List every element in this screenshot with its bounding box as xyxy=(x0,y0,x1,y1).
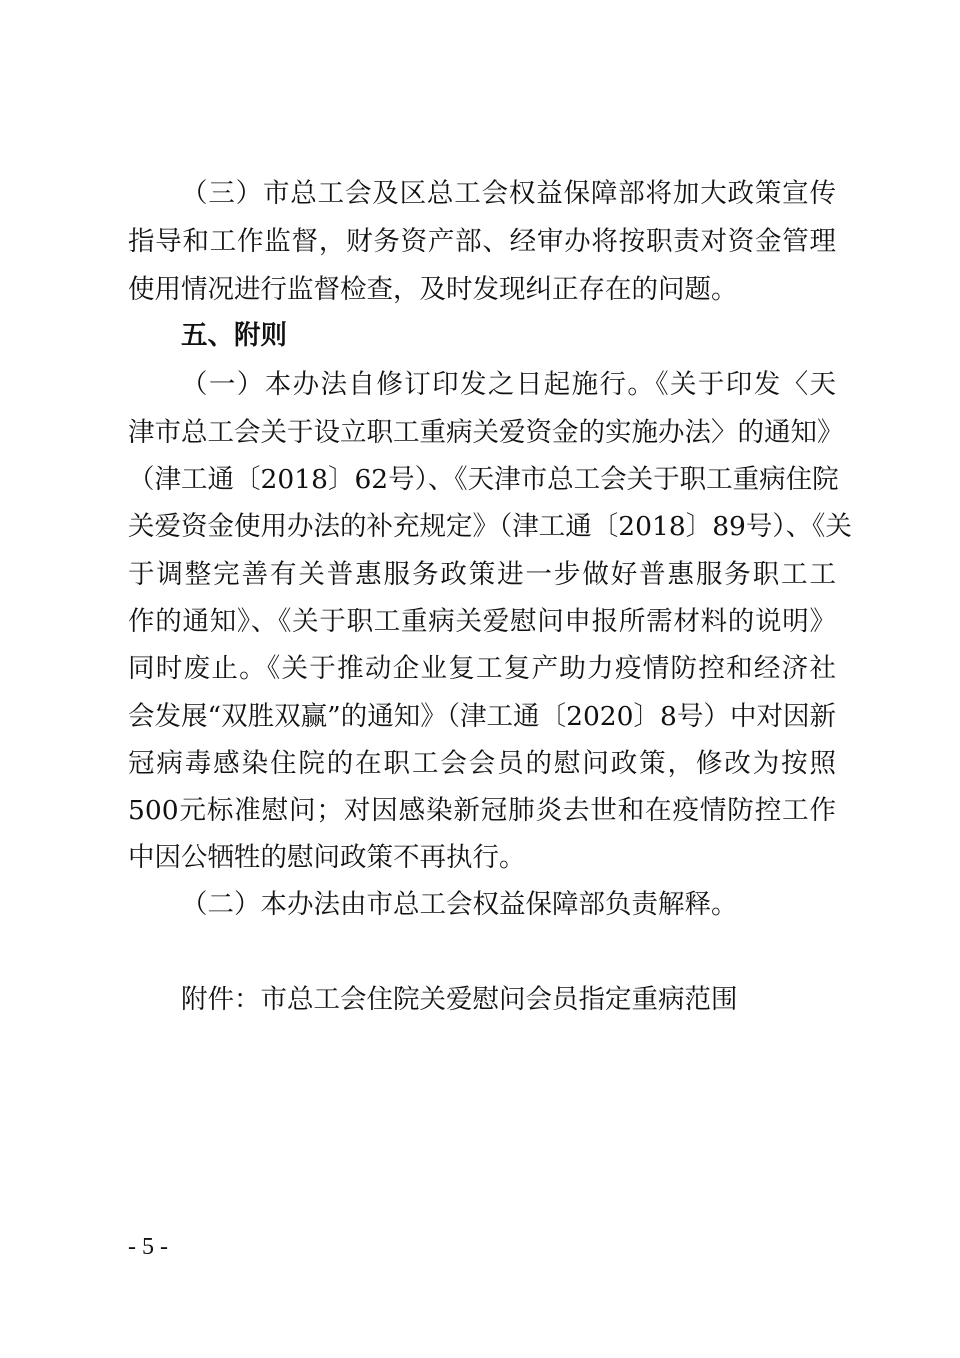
paragraph-line: （津工通〔2018〕62号）、《天津市总工会关于职工重病住院 xyxy=(128,464,839,495)
paragraph-line: 关爱资金使用办法的补充规定》（津工通〔2018〕89号）、《关 xyxy=(128,511,852,542)
paragraph-line: （二）本办法由市总工会权益保障部负责解释。 xyxy=(181,889,738,920)
paragraph-line: 使用情况进行监督检查，及时发现纠正存在的问题。 xyxy=(128,274,738,305)
paragraph-line: 同时废止。《关于推动企业复工复产助力疫情防控和经济社 xyxy=(128,653,836,684)
paragraph-line: 津市总工会关于设立职工重病关爱资金的实施办法〉的通知》 xyxy=(128,417,844,448)
paragraph-line: 中因公牺牲的慰问政策不再执行。 xyxy=(128,842,526,873)
paragraph-line: 指导和工作监督，财务资产部、经审办将按职责对资金管理 xyxy=(128,226,836,257)
paragraph-line: 会发展“双胜双赢”的通知》（津工通〔2020〕8号）中对因新 xyxy=(128,701,836,732)
section-heading: 五、附则 xyxy=(181,320,287,351)
paragraph-line: 作的通知》、《关于职工重病关爱慰问申报所需材料的说明》 xyxy=(128,606,836,637)
attachment-note: 附件：市总工会住院关爱慰问会员指定重病范围 xyxy=(181,984,738,1015)
paragraph-line: 冠病毒感染住院的在职工会会员的慰问政策，修改为按照 xyxy=(128,748,836,779)
paragraph-line: 500元标准慰问；对因感染新冠肺炎去世和在疫情防控工作 xyxy=(128,795,836,826)
paragraph-line: 于调整完善有关普惠服务政策进一步做好普惠服务职工工 xyxy=(128,559,836,590)
paragraph-line: （三）市总工会及区总工会权益保障部将加大政策宣传 xyxy=(181,178,836,209)
page-number: - 5 - xyxy=(128,1234,168,1260)
paragraph-line: （一）本办法自修订印发之日起施行。《关于印发〈天 xyxy=(181,369,836,400)
